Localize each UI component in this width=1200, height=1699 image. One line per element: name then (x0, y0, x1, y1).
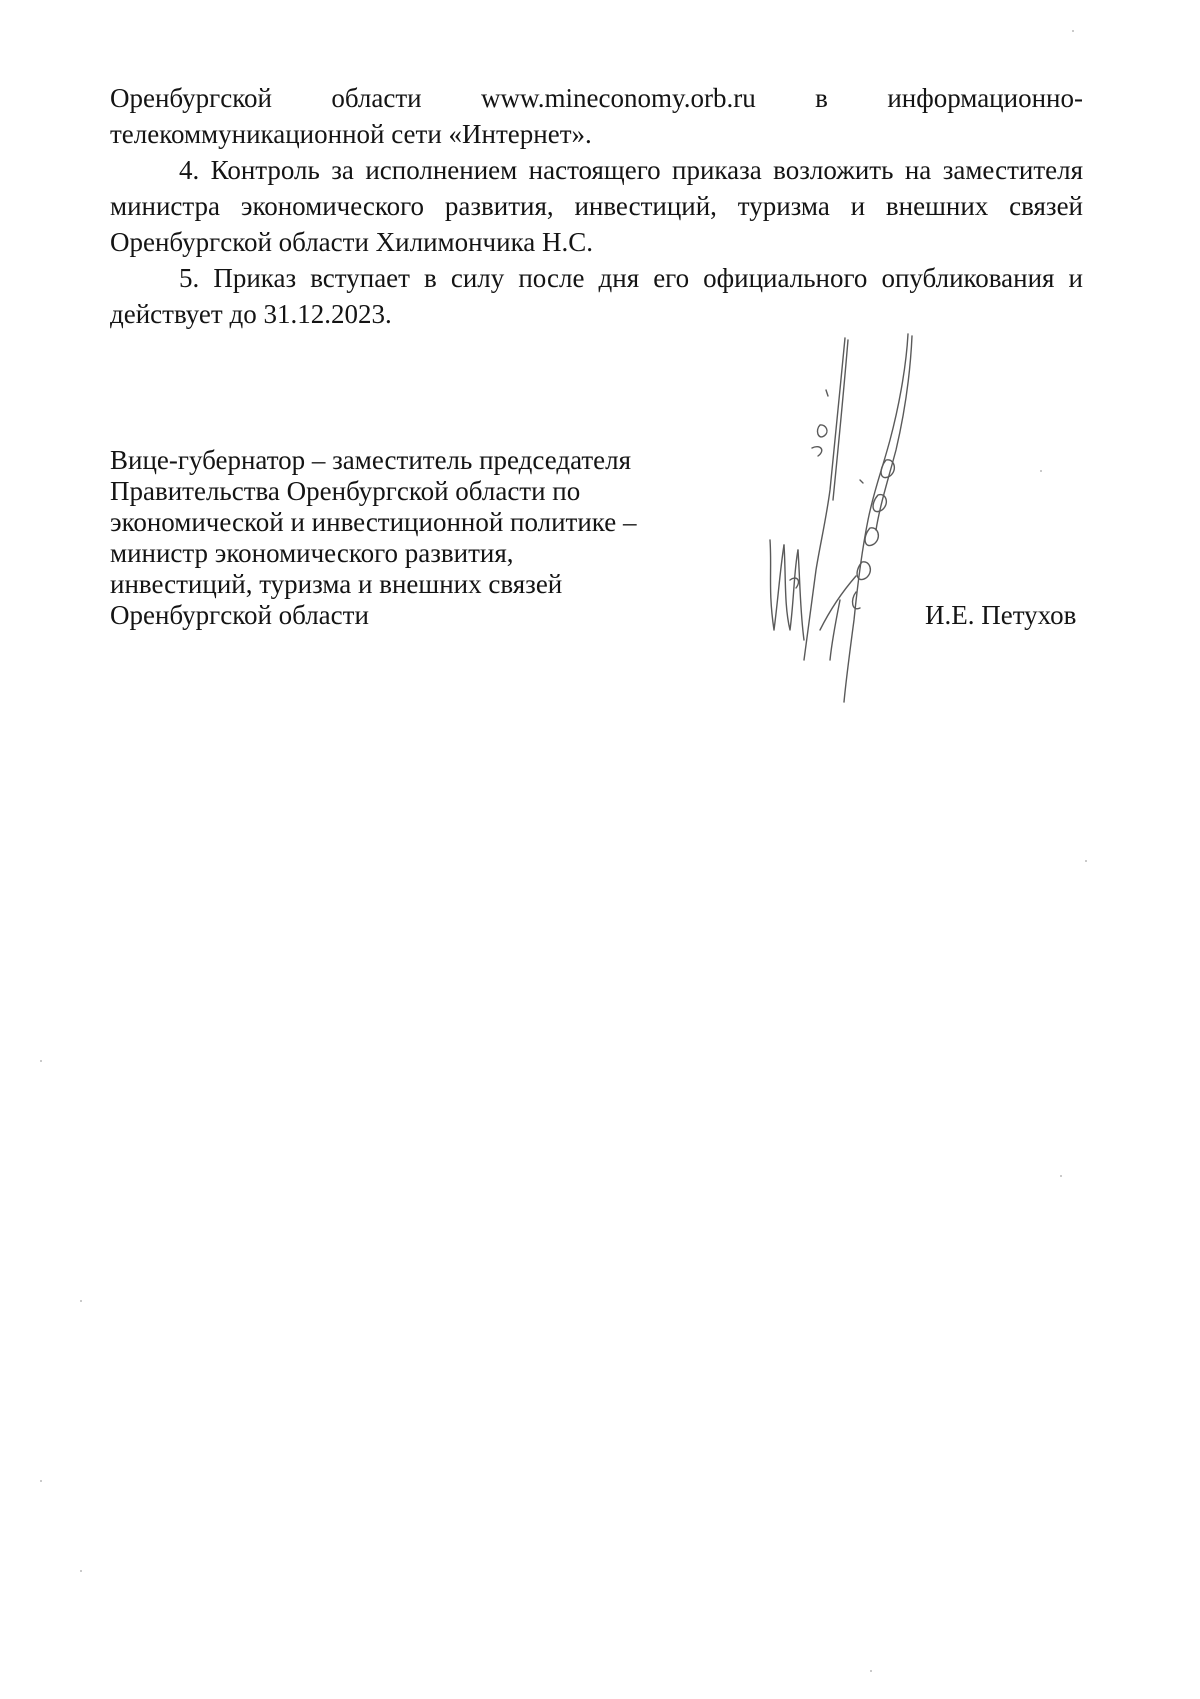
signatory-title-line: Вице-губернатор – заместитель председателя (110, 445, 632, 475)
signatory-title (110, 445, 710, 631)
signatory-title-line: Оренбургской области (110, 600, 369, 630)
scan-speck (1060, 1175, 1062, 1177)
paragraph-3-end: телекоммуникационной сети «Интернет». (110, 119, 592, 149)
scan-speck (40, 1480, 42, 1482)
scan-speck (80, 1300, 82, 1302)
handwritten-signature-icon (760, 330, 930, 730)
paragraph-4: 4. Контроль за исполнением настоящего приказа возложить на заместителя министра экономического развития, инвестиций, туризма и внешних связей Оренбургской области Хилимончика Н.С. (110, 155, 1083, 257)
paragraph-5: 5. Приказ вступает в силу после дня его официального опубликования и действует до 31.12.2023. (110, 263, 1083, 329)
website-text: www.mineconomy.orb.ru (481, 83, 756, 113)
word: области (331, 83, 422, 113)
scan-speck (1072, 30, 1074, 32)
scan-speck (1040, 470, 1042, 472)
signatory-title-line: инвестиций, туризма и внешних связей (110, 569, 563, 599)
scan-speck (1085, 860, 1087, 862)
word: информационно- (887, 83, 1083, 113)
signatory-title-line: министр экономического развития, (110, 538, 514, 568)
signatory-title-line: экономической и инвестиционной политике – (110, 507, 637, 537)
signatory-name: И.Е. Петухов (925, 600, 1077, 630)
document-body (110, 80, 1083, 332)
signatory-title-line: Правительства Оренбургской области по (110, 476, 581, 506)
word: в (815, 83, 828, 113)
word: Оренбургской (110, 83, 272, 113)
scan-speck (80, 1570, 82, 1572)
scan-speck (870, 1670, 872, 1672)
justified-line-1 (110, 80, 1083, 116)
scan-speck (40, 1060, 42, 1062)
